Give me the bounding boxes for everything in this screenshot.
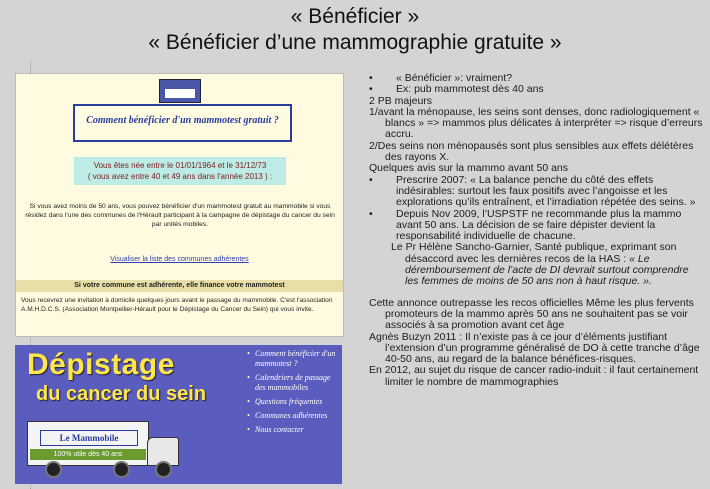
slide-title	[0, 4, 710, 56]
truck-label: Le Mammobile	[40, 430, 138, 446]
eligibility-paragraph: Si vous avez moins de 50 ans, vous pouvez bénéficier d'un mammotest gratuit au mammobile si vous résidez dans l'une des communes de l'Hérault participant à la campagne de dépistage du cancer du sein par unités mobiles.	[25, 203, 335, 228]
depistage-banner-screenshot	[15, 345, 342, 484]
wheel-icon	[45, 461, 62, 478]
menu-item[interactable]: • Communes adhérentes	[247, 411, 339, 421]
truck-subtitle: 100% utile dès 40 ans	[30, 449, 146, 460]
menu-item[interactable]: • Calendriers de passage des mammobiles	[247, 373, 339, 393]
menu-item[interactable]: • Questions fréquentes	[247, 397, 339, 407]
bullet-text: « Bénéficier »: vraiment?	[396, 72, 513, 84]
depistage-title: Dépistage	[27, 348, 175, 381]
bullet-item: • Ex: pub mammotest dès 40 ans	[369, 83, 544, 96]
menu-item[interactable]: • Nous contacter	[247, 425, 339, 435]
mammotest-page-screenshot	[15, 73, 344, 337]
bullet-item: • « Bénéficier »: vraiment?	[369, 72, 513, 84]
paragraph: Agnès Buzyn 2011 : Il n’existe pas à ce jour d’éléments justifiant l’extension d’un programme généralisé de DO à cette tranche d’âge 40-50 ans, au regard de la balance bénéfices-risques.	[369, 330, 700, 366]
quote-intro: Le Pr Hélène Sancho-Garnier, Santé publique, exprimant son désaccord avec les dernières recos de la HAS :	[391, 241, 677, 265]
age-line-1: Vous êtes née entre le 01/01/1964 et le 31/12/73	[93, 161, 267, 170]
bullet-item: • Prescrire 2007: « La balance penche du côté des effets indésirables: surtout les faux positifs avec l’angoisse et les explorations qu’ils entraînent, et l’irradiation répétée des seins. »	[369, 173, 696, 209]
title-line-2: « Bénéficier d’une mammographie gratuite »	[148, 31, 562, 54]
paragraph: Quelques avis sur la mammo avant 50 ans	[369, 162, 569, 175]
paragraph: 2/Des seins non ménopausés sont plus sensibles aux effets délétères des rayons X.	[369, 139, 694, 164]
bullet-text: Ex: pub mammotest dès 40 ans	[396, 83, 544, 96]
mammobile-logo-icon	[159, 79, 201, 103]
title-line-1: « Bénéficier »	[290, 5, 420, 28]
age-line-2: ( vous avez entre 40 et 49 ans dans l'année 2013 ) :	[87, 172, 273, 181]
quote-paragraph	[369, 242, 704, 287]
paragraph: Cette annonce outrepasse les recos officielles Même les plus fervents promoteurs de la mammo après 50 ans ne souhaitent pas se voir associés à sa promotion avant cet âge	[369, 296, 694, 332]
paragraph: 1/avant la ménopause, les seins sont denses, donc radiologiquement « blancs » => mammos plus délicates à interpréter => risque d’erreurs accru.	[369, 105, 703, 141]
commune-funding-bar: Si votre commune est adhérente, elle finance votre mammotest	[16, 280, 343, 292]
bullet-text: Depuis Nov 2009, l’USPSTF ne recommande plus la mammo avant 50 ans. La décision de se faire dépister devient la responsabilité individuelle de chacune.	[396, 207, 682, 243]
mammotest-banner: Comment bénéficier d'un mammotest gratuit ?	[73, 104, 292, 142]
slide-text-body	[369, 73, 704, 388]
paragraph: En 2012, au sujet du risque de cancer radio-induit : il faut certainement limiter le nombre de mammographies	[369, 364, 699, 388]
bullet-item: • Depuis Nov 2009, l’USPSTF ne recommande plus la mammo avant 50 ans. La décision de se faire dépister devient la responsabilité individuelle de chacune.	[369, 207, 682, 243]
menu-item[interactable]: • Comment bénéficier d'un mammotest ?	[247, 349, 339, 369]
wheel-icon	[155, 461, 172, 478]
paragraph: 2 PB majeurs	[369, 94, 433, 107]
bullet-text: Prescrire 2007: « La balance penche du côté des effets indésirables: surtout les faux positifs avec l’angoisse et les explorations qu’ils entraînent, et l’irradiation répétée des seins. »	[396, 173, 696, 209]
communes-list-link[interactable]: Visualiser la liste des communes adhérentes	[110, 256, 249, 263]
quote-text: « Le déremboursement de l’acte de DI devrait surtout comprendre les femmes de moins de 50 ans non à haut risque. ».	[405, 252, 689, 288]
mammobile-truck-icon	[27, 421, 149, 466]
depistage-menu	[247, 349, 339, 439]
age-box	[74, 157, 286, 185]
invitation-paragraph: Vous recevrez une invitation à domicile quelques jours avant le passage du mammobile. C'est l'association A.M.H.D.C.S. (Association Montpellier-Hérault pour le Dépistage du Cancer du Sein) qui vous invite.	[21, 297, 333, 313]
depistage-subtitle: du cancer du sein	[36, 383, 207, 405]
wheel-icon	[113, 461, 130, 478]
